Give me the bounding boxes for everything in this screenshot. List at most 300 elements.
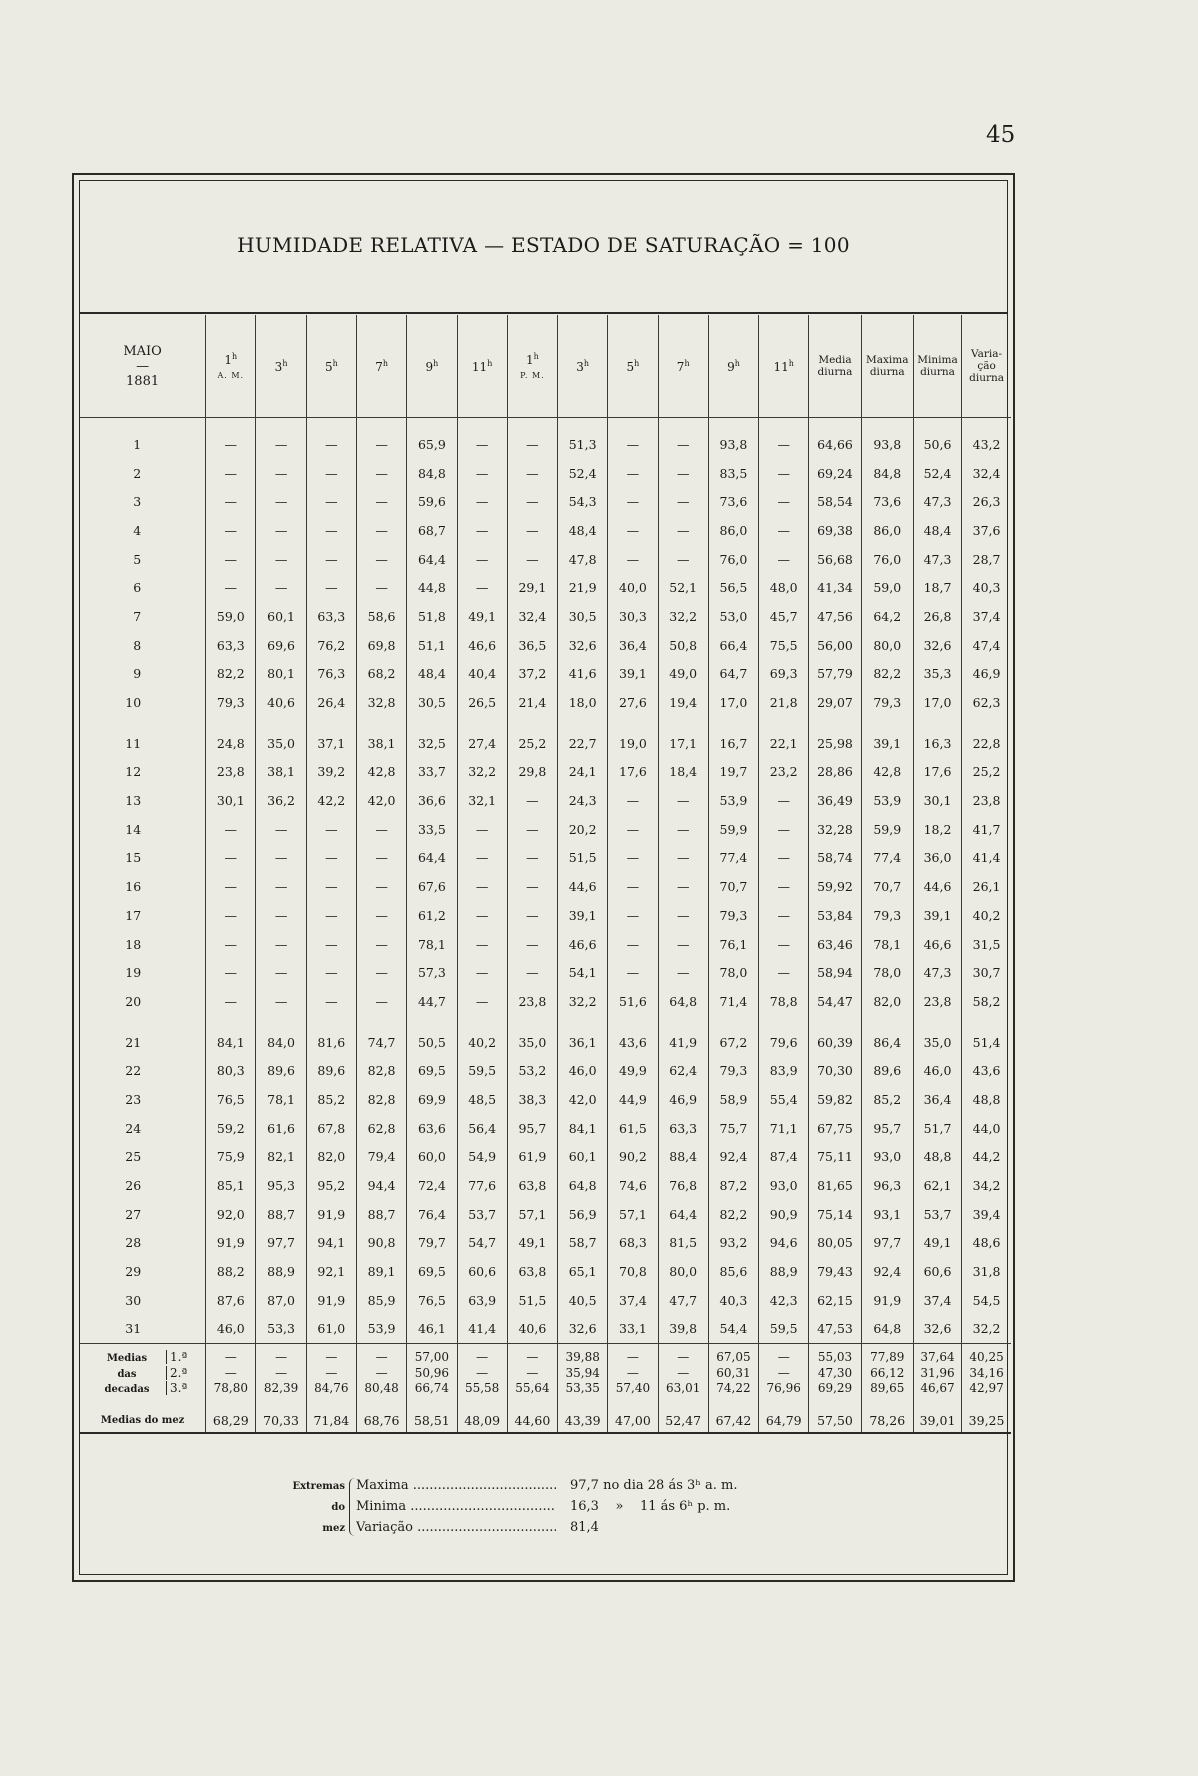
- table-cell: 39,8: [658, 1315, 708, 1344]
- table-cell: 16,7: [708, 729, 758, 758]
- table-row: [80, 1229, 1011, 1258]
- table-cell: 78,0: [708, 958, 758, 987]
- table-cell: 17,0: [708, 688, 758, 717]
- table-cell: 77,6: [457, 1171, 507, 1200]
- table-cell: 55,64: [507, 1380, 557, 1395]
- table-cell: 84,8: [861, 459, 913, 488]
- table-cell: 36,49: [809, 786, 861, 815]
- table-cell: 82,39: [256, 1380, 306, 1395]
- table-cell: 31,96: [913, 1365, 961, 1380]
- table-cell: 71,4: [708, 987, 758, 1016]
- table-cell: 62,4: [658, 1056, 708, 1085]
- table-cell: 60,6: [457, 1257, 507, 1286]
- table-cell: 42,97: [962, 1380, 1011, 1395]
- table-cell: —: [206, 930, 256, 959]
- table-row: [80, 1171, 1011, 1200]
- table-cell: 84,1: [558, 1114, 608, 1143]
- table-cell: 19,7: [708, 758, 758, 787]
- table-cell: —: [658, 844, 708, 873]
- table-cell: 18,0: [558, 688, 608, 717]
- table-cell: 55,58: [457, 1380, 507, 1395]
- table-cell: 46,0: [913, 1056, 961, 1085]
- table-cell: 19,4: [658, 688, 708, 717]
- table-cell: 67,6: [407, 872, 457, 901]
- table-cell: 62,8: [356, 1114, 406, 1143]
- table-cell: —: [658, 516, 708, 545]
- table-cell: 40,2: [457, 1028, 507, 1057]
- table-cell: 97,7: [256, 1229, 306, 1258]
- table-cell: 62,15: [809, 1286, 861, 1315]
- table-cell: 63,6: [407, 1114, 457, 1143]
- table-cell: 76,96: [759, 1380, 809, 1395]
- hour-header: 11$^h$: [457, 315, 507, 418]
- table-cell: —: [457, 901, 507, 930]
- day-cell: 20: [125, 993, 142, 1009]
- table-cell: —: [206, 573, 256, 602]
- table-cell: 51,8: [407, 602, 457, 631]
- table-cell: 30,1: [913, 786, 961, 815]
- table-cell: 75,14: [809, 1200, 861, 1229]
- table-cell: —: [759, 1365, 809, 1380]
- table-cell: 93,0: [861, 1143, 913, 1172]
- table-cell: 34,16: [962, 1365, 1011, 1380]
- table-cell: —: [306, 516, 356, 545]
- table-cell: 82,8: [356, 1056, 406, 1085]
- hour-header: 7$^h$: [658, 315, 708, 418]
- table-cell: 75,11: [809, 1143, 861, 1172]
- table-cell: 41,34: [809, 573, 861, 602]
- table-row: [80, 660, 1011, 689]
- table-cell: 61,9: [507, 1143, 557, 1172]
- day-cell: 10: [125, 695, 142, 711]
- table-cell: 32,8: [356, 688, 406, 717]
- table-cell: 69,24: [809, 459, 861, 488]
- table-cell: 58,51: [407, 1410, 457, 1433]
- table-cell: 40,3: [962, 573, 1011, 602]
- table-cell: 90,9: [759, 1200, 809, 1229]
- table-cell: 47,30: [809, 1365, 861, 1380]
- table-cell: —: [608, 1365, 658, 1380]
- table-cell: —: [206, 1343, 256, 1365]
- table-cell: 68,7: [407, 516, 457, 545]
- month-label: MAIO: [123, 343, 162, 359]
- table-cell: —: [608, 487, 658, 516]
- table-cell: 22,1: [759, 729, 809, 758]
- table-cell: —: [457, 459, 507, 488]
- table-cell: 44,6: [913, 872, 961, 901]
- table-cell: —: [457, 844, 507, 873]
- table-cell: 37,4: [913, 1286, 961, 1315]
- table-cell: 59,9: [861, 815, 913, 844]
- table-cell: 86,0: [861, 516, 913, 545]
- table-title: HUMIDADE RELATIVA — ESTADO DE SATURAÇÃO = 100: [237, 233, 850, 257]
- table-cell: 46,0: [206, 1315, 256, 1344]
- table-cell: 43,39: [558, 1410, 608, 1433]
- table-cell: 37,4: [962, 602, 1011, 631]
- table-cell: 68,76: [356, 1410, 406, 1433]
- table-cell: —: [457, 1365, 507, 1380]
- table-cell: —: [356, 987, 406, 1016]
- table-cell: —: [658, 815, 708, 844]
- table-cell: 86,4: [861, 1028, 913, 1057]
- table-cell: 90,2: [608, 1143, 658, 1172]
- table-cell: —: [256, 487, 306, 516]
- table-cell: —: [457, 930, 507, 959]
- day-cell: 6: [133, 580, 142, 596]
- table-cell: 69,5: [407, 1056, 457, 1085]
- table-cell: —: [206, 901, 256, 930]
- table-cell: 42,0: [558, 1085, 608, 1114]
- table-cell: 18,2: [913, 815, 961, 844]
- table-cell: 43,6: [608, 1028, 658, 1057]
- separator-row: [80, 418, 1011, 431]
- hour-header: 9$^h$: [708, 315, 758, 418]
- day-cell: 23: [125, 1091, 142, 1107]
- table-cell: —: [759, 430, 809, 459]
- table-cell: 32,1: [457, 786, 507, 815]
- table-cell: 91,9: [306, 1200, 356, 1229]
- table-cell: —: [256, 815, 306, 844]
- table-cell: 19,0: [608, 729, 658, 758]
- table-cell: 76,3: [306, 660, 356, 689]
- table-cell: —: [608, 930, 658, 959]
- table-cell: 89,6: [256, 1056, 306, 1085]
- table-cell: 74,7: [356, 1028, 406, 1057]
- table-cell: 63,3: [206, 631, 256, 660]
- table-cell: —: [356, 430, 406, 459]
- table-cell: 54,4: [708, 1315, 758, 1344]
- table-cell: 58,2: [962, 987, 1011, 1016]
- table-cell: 54,9: [457, 1143, 507, 1172]
- table-cell: —: [356, 901, 406, 930]
- table-cell: 57,00: [407, 1343, 457, 1365]
- table-cell: 16,3: [913, 729, 961, 758]
- hour-header: 1$^h$ P. M.: [507, 315, 557, 418]
- day-cell: 3: [133, 494, 142, 510]
- table-cell: 85,2: [306, 1085, 356, 1114]
- table-cell: 32,6: [913, 631, 961, 660]
- table-cell: 32,5: [407, 729, 457, 758]
- table-cell: 75,5: [759, 631, 809, 660]
- separator-row: [80, 1016, 1011, 1028]
- table-cell: 88,7: [356, 1200, 406, 1229]
- table-cell: 49,1: [457, 602, 507, 631]
- table-cell: —: [759, 815, 809, 844]
- table-cell: —: [759, 930, 809, 959]
- table-cell: 87,6: [206, 1286, 256, 1315]
- table-cell: 59,2: [206, 1114, 256, 1143]
- table-cell: 52,4: [558, 459, 608, 488]
- table-cell: 78,1: [861, 930, 913, 959]
- table-cell: —: [457, 815, 507, 844]
- day-cell: 2: [133, 465, 142, 481]
- table-cell: 79,7: [407, 1229, 457, 1258]
- table-cell: 76,0: [861, 545, 913, 574]
- table-cell: 59,5: [457, 1056, 507, 1085]
- table-cell: 21,9: [558, 573, 608, 602]
- table-cell: 52,1: [658, 573, 708, 602]
- table-cell: 59,5: [759, 1315, 809, 1344]
- table-cell: —: [457, 430, 507, 459]
- table-cell: 32,2: [457, 758, 507, 787]
- table-cell: 58,7: [558, 1229, 608, 1258]
- table-cell: 85,2: [861, 1085, 913, 1114]
- table-cell: 33,7: [407, 758, 457, 787]
- table-cell: 53,9: [708, 786, 758, 815]
- table-cell: 57,79: [809, 660, 861, 689]
- table-cell: 64,4: [407, 844, 457, 873]
- table-cell: 59,0: [861, 573, 913, 602]
- table-cell: —: [256, 872, 306, 901]
- table-cell: 82,2: [861, 660, 913, 689]
- table-cell: 64,66: [809, 430, 861, 459]
- table-cell: 93,2: [708, 1229, 758, 1258]
- table-cell: 50,6: [913, 430, 961, 459]
- table-cell: 89,1: [356, 1257, 406, 1286]
- table-cell: 88,7: [256, 1200, 306, 1229]
- day-cell: 24: [125, 1120, 142, 1136]
- table-cell: 58,74: [809, 844, 861, 873]
- table-cell: 41,6: [558, 660, 608, 689]
- table-cell: 36,5: [507, 631, 557, 660]
- table-cell: 30,5: [407, 688, 457, 717]
- table-cell: 51,3: [558, 430, 608, 459]
- table-cell: 91,9: [306, 1286, 356, 1315]
- table-cell: 79,4: [356, 1143, 406, 1172]
- table-row: [80, 872, 1011, 901]
- table-cell: 79,3: [861, 688, 913, 717]
- table-cell: 60,31: [708, 1365, 758, 1380]
- table-cell: 48,4: [558, 516, 608, 545]
- table-cell: —: [507, 815, 557, 844]
- table-cell: 53,7: [457, 1200, 507, 1229]
- table-cell: 64,4: [658, 1200, 708, 1229]
- table-cell: 42,8: [861, 758, 913, 787]
- table-cell: 63,01: [658, 1380, 708, 1395]
- table-cell: —: [507, 1365, 557, 1380]
- table-cell: —: [356, 930, 406, 959]
- table-cell: 29,07: [809, 688, 861, 717]
- table-cell: 35,0: [256, 729, 306, 758]
- table-cell: 92,0: [206, 1200, 256, 1229]
- table-cell: 73,6: [708, 487, 758, 516]
- table-cell: 82,0: [306, 1143, 356, 1172]
- table-row: [80, 758, 1011, 787]
- table-cell: 59,0: [206, 602, 256, 631]
- table-cell: 53,35: [558, 1380, 608, 1395]
- table-cell: 58,9: [708, 1085, 758, 1114]
- table-cell: 17,0: [913, 688, 961, 717]
- table-cell: 47,3: [913, 545, 961, 574]
- table-cell: —: [356, 1343, 406, 1365]
- table-cell: —: [658, 872, 708, 901]
- table-cell: 39,2: [306, 758, 356, 787]
- pm-label: P. M.: [520, 371, 545, 380]
- table-cell: —: [608, 516, 658, 545]
- table-cell: 85,1: [206, 1171, 256, 1200]
- table-cell: 40,25: [962, 1343, 1011, 1365]
- table-row: [80, 1056, 1011, 1085]
- table-cell: 54,5: [962, 1286, 1011, 1315]
- table-cell: 23,8: [913, 987, 961, 1016]
- table-cell: 39,1: [913, 901, 961, 930]
- table-cell: 36,2: [256, 786, 306, 815]
- day-cell: 26: [125, 1178, 142, 1194]
- day-cell: 17: [125, 907, 142, 923]
- table-cell: —: [507, 459, 557, 488]
- table-cell: 82,2: [708, 1200, 758, 1229]
- table-cell: 32,6: [913, 1315, 961, 1344]
- table-cell: 61,6: [256, 1114, 306, 1143]
- table-cell: —: [759, 958, 809, 987]
- table-cell: 81,65: [809, 1171, 861, 1200]
- table-cell: 23,2: [759, 758, 809, 787]
- table-cell: 83,5: [708, 459, 758, 488]
- table-row: [80, 1315, 1011, 1344]
- table-cell: 48,4: [913, 516, 961, 545]
- table-cell: 85,6: [708, 1257, 758, 1286]
- table-cell: —: [759, 1343, 809, 1365]
- decade-mean-row: [80, 1380, 1011, 1395]
- table-cell: —: [256, 1343, 306, 1365]
- table-cell: 87,2: [708, 1171, 758, 1200]
- table-row: [80, 815, 1011, 844]
- table-cell: 39,01: [913, 1410, 961, 1433]
- table-cell: —: [457, 958, 507, 987]
- table-row: [80, 844, 1011, 873]
- day-cell: 9: [133, 666, 142, 682]
- table-cell: 32,2: [658, 602, 708, 631]
- table-cell: 60,6: [913, 1257, 961, 1286]
- table-cell: 22,7: [558, 729, 608, 758]
- day-cell: 5: [133, 551, 142, 567]
- day-cell: 30: [125, 1292, 142, 1308]
- table-cell: 42,3: [759, 1286, 809, 1315]
- table-cell: 40,3: [708, 1286, 758, 1315]
- table-cell: 38,1: [256, 758, 306, 787]
- table-cell: 26,5: [457, 688, 507, 717]
- table-cell: 46,9: [658, 1085, 708, 1114]
- table-cell: —: [507, 516, 557, 545]
- table-cell: 33,5: [407, 815, 457, 844]
- table-cell: 46,0: [558, 1056, 608, 1085]
- table-cell: 17,1: [658, 729, 708, 758]
- table-cell: —: [608, 872, 658, 901]
- table-cell: 97,7: [861, 1229, 913, 1258]
- table-cell: 40,2: [962, 901, 1011, 930]
- table-cell: 67,05: [708, 1343, 758, 1365]
- table-cell: 53,9: [861, 786, 913, 815]
- table-cell: 41,7: [962, 815, 1011, 844]
- separator-row: [80, 717, 1011, 729]
- table-cell: 95,7: [861, 1114, 913, 1143]
- month-mean-label: Medias do mez: [80, 1410, 206, 1433]
- table-cell: —: [306, 844, 356, 873]
- day-cell: 31: [80, 1315, 206, 1344]
- table-cell: 58,6: [356, 602, 406, 631]
- table-cell: 37,6: [962, 516, 1011, 545]
- table-cell: 36,1: [558, 1028, 608, 1057]
- table-cell: 69,9: [407, 1085, 457, 1114]
- table-cell: 63,46: [809, 930, 861, 959]
- table-cell: 50,8: [658, 631, 708, 660]
- table-cell: 43,2: [962, 430, 1011, 459]
- table-cell: 56,68: [809, 545, 861, 574]
- table-cell: 42,2: [306, 786, 356, 815]
- table-row: [80, 1028, 1011, 1057]
- minima-diurna-header: Minima diurna: [913, 315, 961, 418]
- table-cell: 76,4: [407, 1200, 457, 1229]
- table-cell: —: [608, 958, 658, 987]
- table-cell: 80,1: [256, 660, 306, 689]
- table-cell: 35,0: [913, 1028, 961, 1057]
- table-cell: —: [306, 1365, 356, 1380]
- day-cell: 8: [133, 637, 142, 653]
- day-cell: 18: [125, 936, 142, 952]
- table-cell: —: [457, 872, 507, 901]
- table-cell: 30,7: [962, 958, 1011, 987]
- table-cell: 84,8: [407, 459, 457, 488]
- table-row: [80, 631, 1011, 660]
- table-cell: 24,1: [558, 758, 608, 787]
- table-cell: 29,8: [507, 758, 557, 787]
- table-cell: 77,4: [861, 844, 913, 873]
- table-cell: 37,2: [507, 660, 557, 689]
- table-cell: 84,0: [256, 1028, 306, 1057]
- table-cell: —: [457, 1343, 507, 1365]
- table-cell: 46,1: [407, 1315, 457, 1344]
- table-cell: 53,2: [507, 1056, 557, 1085]
- year-label: 1881: [126, 373, 160, 389]
- table-cell: 76,5: [206, 1085, 256, 1114]
- table-row: [80, 430, 1011, 459]
- table-cell: 91,9: [861, 1286, 913, 1315]
- table-cell: —: [306, 459, 356, 488]
- table-cell: 58,54: [809, 487, 861, 516]
- table-cell: 47,7: [658, 1286, 708, 1315]
- table-cell: 82,1: [256, 1143, 306, 1172]
- table-cell: 18,7: [913, 573, 961, 602]
- table-cell: —: [356, 844, 406, 873]
- table-cell: —: [306, 872, 356, 901]
- table-cell: —: [306, 930, 356, 959]
- table-cell: 41,4: [457, 1315, 507, 1344]
- table-cell: 51,6: [608, 987, 658, 1016]
- month-header: [80, 315, 206, 418]
- table-cell: 83,9: [759, 1056, 809, 1085]
- day-cell: 15: [125, 850, 142, 866]
- table-cell: 49,9: [608, 1056, 658, 1085]
- table-cell: 41,9: [658, 1028, 708, 1057]
- table-frame: [72, 173, 1015, 1582]
- table-cell: 84,76: [306, 1380, 356, 1395]
- day-cell: 28: [125, 1235, 142, 1251]
- table-cell: 23,8: [507, 987, 557, 1016]
- table-cell: —: [608, 459, 658, 488]
- table-cell: 90,8: [356, 1229, 406, 1258]
- table-cell: 56,9: [558, 1200, 608, 1229]
- table-cell: 52,4: [913, 459, 961, 488]
- table-cell: 82,0: [861, 987, 913, 1016]
- table-row: [80, 1286, 1011, 1315]
- table-cell: —: [306, 815, 356, 844]
- table-cell: 53,3: [256, 1315, 306, 1344]
- table-cell: 80,3: [206, 1056, 256, 1085]
- table-cell: 52,47: [658, 1410, 708, 1433]
- table-cell: 61,0: [306, 1315, 356, 1344]
- table-row: [80, 545, 1011, 574]
- table-cell: —: [507, 844, 557, 873]
